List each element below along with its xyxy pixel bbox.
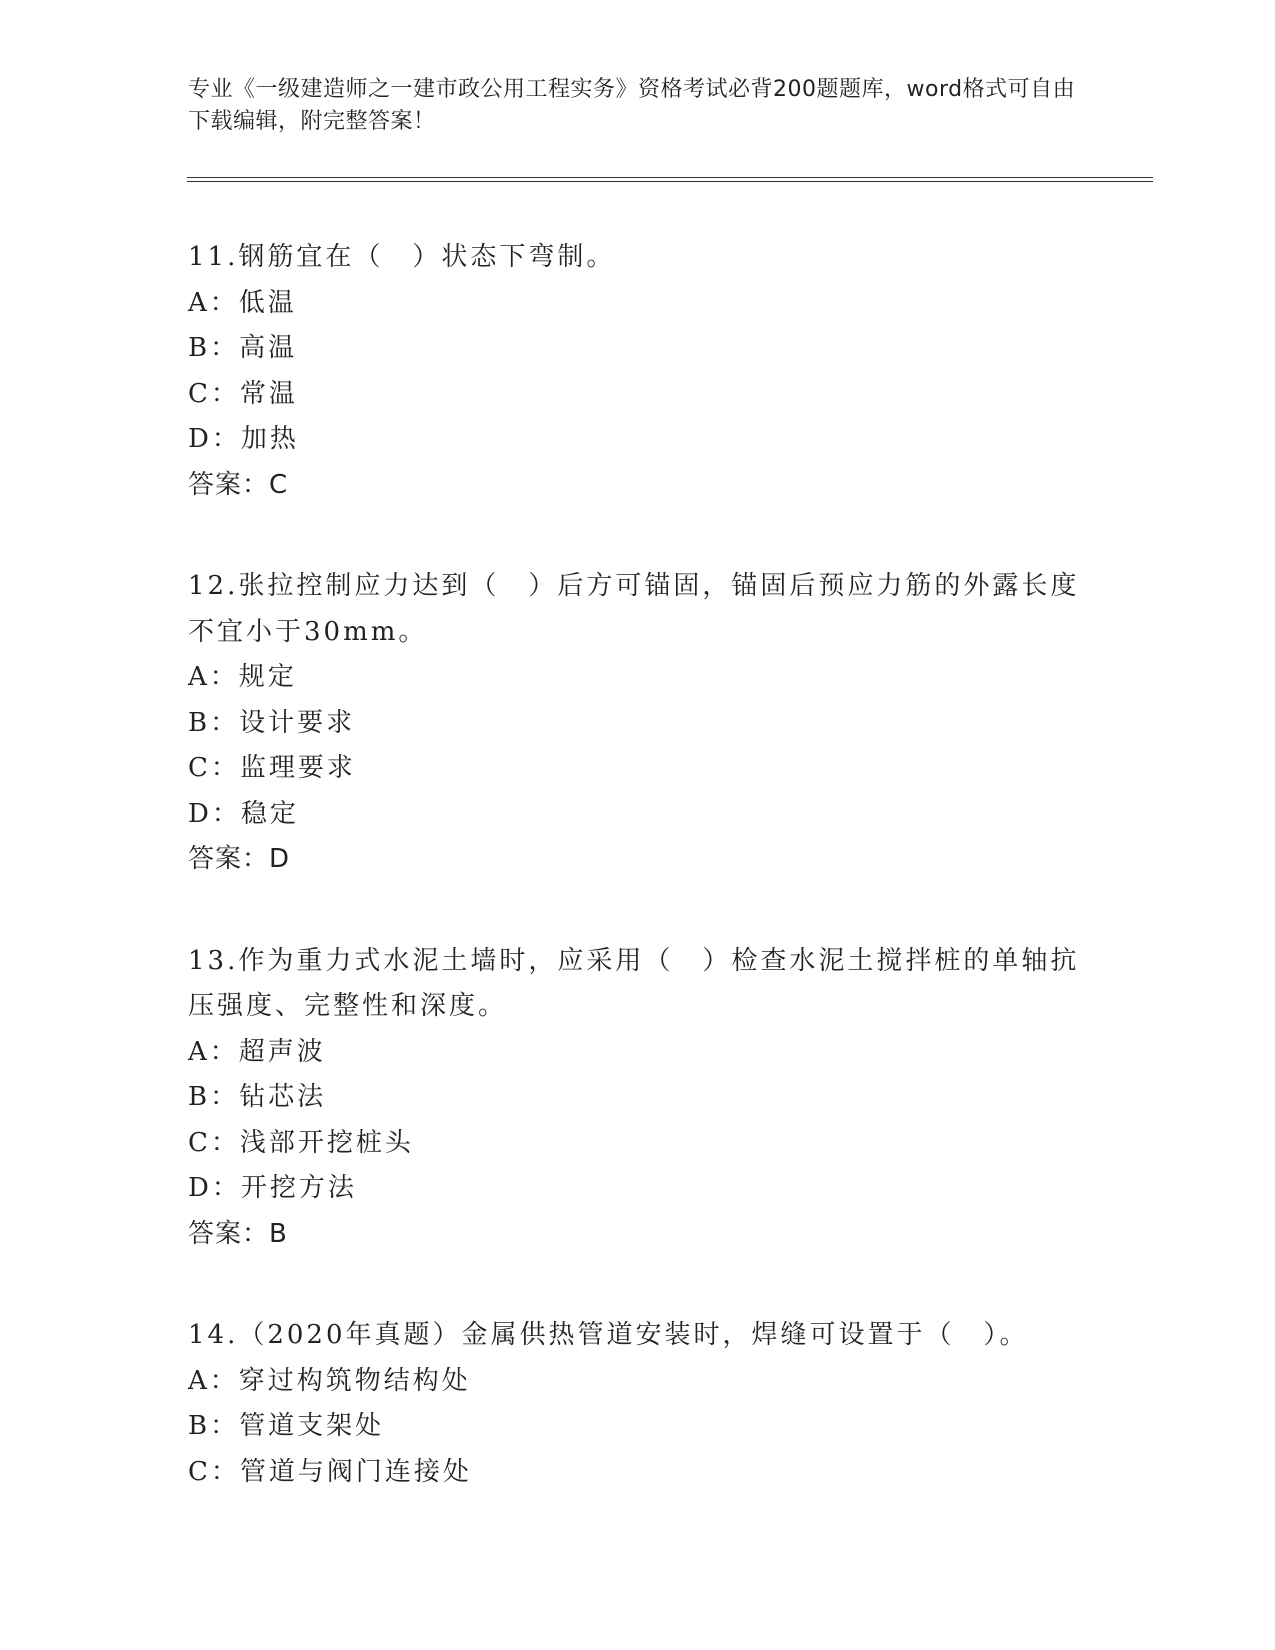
question-12 [188, 564, 1088, 883]
question-11 [188, 235, 1088, 508]
option-b: B：设计要求 [188, 707, 356, 738]
answer-line: 答案：C [188, 469, 289, 500]
question-14 [188, 1313, 1088, 1495]
answer-line: 答案：B [188, 1218, 288, 1249]
question-13 [188, 939, 1088, 1258]
question-stem: 14.（2020年真题）金属供热管道安装时，焊缝可设置于（ ）。 [188, 1320, 1029, 1350]
header-divider-top [187, 177, 1153, 178]
option-a: A：穿过构筑物结构处 [188, 1365, 471, 1396]
option-a: A：超声波 [188, 1036, 326, 1067]
option-d: D：开挖方法 [188, 1173, 357, 1203]
question-list [188, 235, 1088, 1551]
option-d: D：稳定 [188, 798, 299, 829]
option-b: B：钻芯法 [188, 1082, 327, 1112]
option-c: C：监理要求 [188, 753, 356, 783]
question-stem: 12.张拉控制应力达到（ ）后方可锚固，锚固后预应力筋的外露长度不宜小于30mm。 [188, 571, 1080, 647]
header-divider-bottom [187, 181, 1153, 182]
option-c: C：管道与阀门连接处 [188, 1456, 472, 1487]
document-header: 专业《一级建造师之一建市政公用工程实务》资格考试必背200题题库，word格式可自由下载编辑，附完整答案！ [188, 77, 1076, 134]
question-stem: 13.作为重力式水泥土墙时，应采用（ ）检查水泥土搅拌桩的单轴抗压强度、完整性和深度。 [188, 945, 1080, 1021]
answer-line: 答案：D [188, 844, 291, 874]
option-c: C：浅部开挖桩头 [188, 1127, 414, 1158]
option-a: A：低温 [188, 287, 297, 318]
option-c: C：常温 [188, 378, 298, 409]
option-a: A：规定 [188, 662, 297, 692]
option-d: D：加热 [188, 424, 299, 454]
option-b: B：管道支架处 [188, 1411, 385, 1441]
question-stem: 11.钢筋宜在（ ）状态下弯制。 [188, 242, 616, 272]
option-b: B：高温 [188, 333, 298, 363]
